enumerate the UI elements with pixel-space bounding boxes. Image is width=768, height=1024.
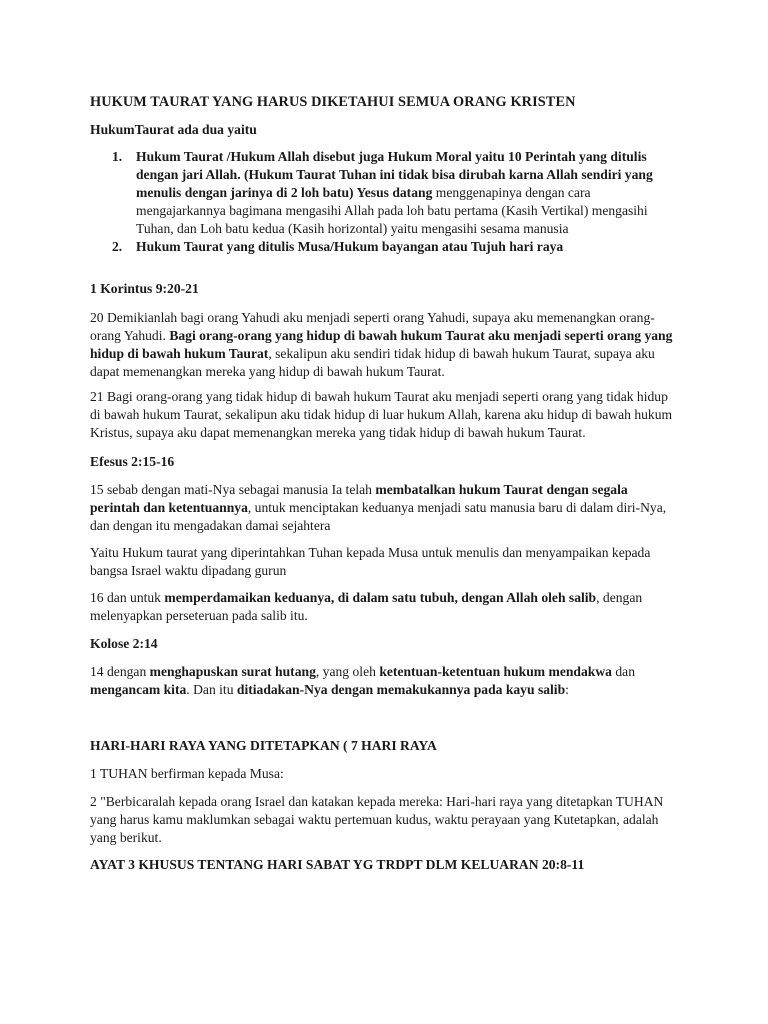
efesus-verse-16 [90, 589, 680, 625]
hari-raya-verse-1: 1 TUHAN berfirman kepada Musa: [90, 766, 284, 781]
ayat3-heading: AYAT 3 KHUSUS TENTANG HARI SABAT YG TRDPT DLM KELUARAN 20:8-11 [90, 857, 585, 872]
efesus-heading: Efesus 2:15-16 [90, 454, 175, 469]
intro-text: HukumTaurat ada dua yaitu [90, 122, 257, 137]
verse-text: , sekalipun aku sendiri tidak hidup di bawah hukum Taurat, supaya aku dapat memenangkan mereka yang hidup di bawah hukum Taurat. [90, 346, 655, 379]
korintus-verse-20 [90, 309, 680, 381]
verse-emphasis: Bagi orang-orang yang hidup di bawah hukum Taurat aku menjadi seperti orang yang hidup di bawah hukum Taurat [90, 328, 673, 361]
hari-raya-heading: HARI-HARI RAYA YANG DITETAPKAN ( 7 HARI RAYA [90, 738, 437, 753]
verse-text: 15 sebab dengan mati-Nya sebagai manusia Ia telah [90, 482, 376, 497]
kolose-verse-14 [90, 663, 680, 699]
list-item-text: menggenapinya dengan cara mengajarkannya bagimana mengasihi Allah pada loh batu pertama (Kasih Vertikal) mengasihi Tuhan, dan Loh batu kedua (Kasih horizontal) yaitu mengasihi sesama manusia [136, 185, 648, 236]
verse-emphasis: mengancam kita [90, 682, 187, 697]
document-title: HUKUM TAURAT YANG HARUS DIKETAHUI SEMUA ORANG KRISTEN [90, 94, 576, 110]
list-item [90, 238, 680, 256]
verse-emphasis: ketentuan-ketentuan hukum mendakwa [379, 664, 612, 679]
verse-text: , untuk menciptakan keduanya menjadi satu manusia baru di dalam diri-Nya, dan dengan itu mengadakan damai sejahtera [90, 500, 667, 533]
verse-text: dan [611, 664, 635, 679]
verse-text: : [565, 682, 569, 697]
efesus-verse-15 [90, 481, 680, 535]
list-item [90, 148, 680, 238]
kolose-heading: Kolose 2:14 [90, 636, 158, 651]
list-number: 1. [112, 149, 123, 164]
list-item-bold: Hukum Taurat /Hukum Allah disebut juga Hukum Moral yaitu 10 Perintah yang ditulis dengan jari Allah. (Hukum Taurat Tuhan ini tidak bisa dirubah karna Allah sendiri yang menulis dengan jarinya di 2 loh batu) Yesus datang [136, 149, 653, 200]
verse-text: 20 Demikianlah bagi orang Yahudi aku menjadi seperti orang Yahudi, supaya aku memenangkan orang-orang Yahudi. [90, 310, 655, 343]
verse-text: , dengan melenyapkan perseteruan pada salib itu. [90, 590, 643, 623]
verse-text: 14 dengan [90, 664, 150, 679]
verse-text: , yang oleh [315, 664, 380, 679]
list-number: 2. [112, 239, 123, 254]
verse-text: 16 dan untuk [90, 590, 165, 605]
verse-emphasis: membatalkan hukum Taurat dengan segala perintah dan ketentuannya [90, 482, 628, 515]
verse-text: . Dan itu [186, 682, 237, 697]
law-list [90, 148, 680, 256]
verse-emphasis: menghapuskan surat hutang [149, 664, 316, 679]
list-item-bold: Hukum Taurat yang ditulis Musa/Hukum bayangan atau Tujuh hari raya [136, 239, 564, 254]
korintus-heading: 1 Korintus 9:20-21 [90, 281, 199, 296]
verse-emphasis: memperdamaikan keduanya, di dalam satu tubuh, dengan Allah oleh salib [164, 590, 597, 605]
hari-raya-verse-2: 2 "Berbicaralah kepada orang Israel dan katakan kepada mereka: Hari-hari raya yang ditetapkan TUHAN yang harus kamu maklumkan sebagai waktu pertemuan kudus, waktu perayaan yang Kutetapkan, adalah yang berikut. [90, 794, 664, 845]
efesus-note: Yaitu Hukum taurat yang diperintahkan Tuhan kepada Musa untuk menulis dan menyampaikan kepada bangsa Israel waktu dipadang gurun [90, 545, 651, 578]
verse-emphasis: ditiadakan-Nya dengan memakukannya pada kayu salib [236, 682, 566, 697]
korintus-verse-21: 21 Bagi orang-orang yang tidak hidup di bawah hukum Taurat aku menjadi seperti orang yang tidak hidup di bawah hukum Taurat, sekalipun aku tidak hidup di luar hukum Allah, karena aku hidup di bawah hukum Kristus, supaya aku dapat memenangkan mereka yang tidak hidup di bawah hukum Taurat. [90, 389, 673, 440]
